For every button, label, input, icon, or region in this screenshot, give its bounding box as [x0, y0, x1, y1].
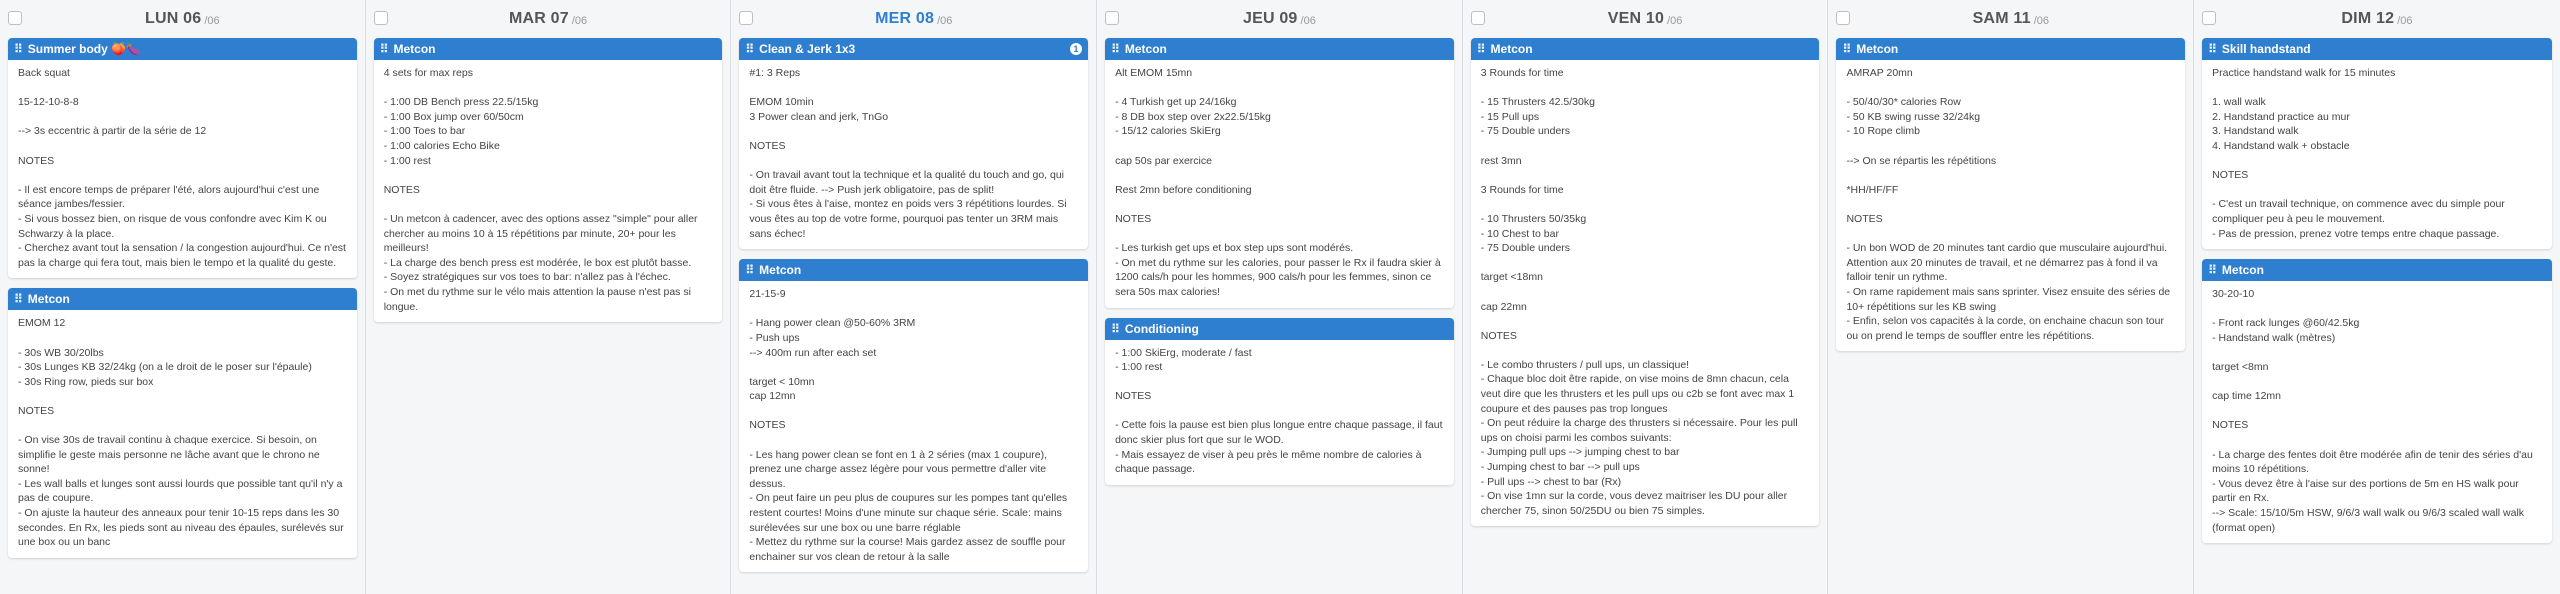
description-line — [1846, 81, 2175, 96]
workout-title: Summer body 🍑🍆 — [27, 42, 142, 56]
description-line: 3. Handstand walk — [2212, 125, 2299, 138]
workout-card[interactable] — [8, 288, 357, 558]
description-line: - 75 Double unders — [1480, 125, 1571, 138]
description-line: - Si vous êtes à l'aise, montez en poids vers 3 répétitions lourdes. Si vous êtes au top de votre forme, pourquoi pas tenter un 3RM mais sans échec! — [749, 198, 1067, 240]
day-month: /06 — [1667, 14, 1683, 27]
day-name: MAR 07 — [508, 10, 569, 27]
drag-handle-icon[interactable]: ⠿ — [2208, 263, 2216, 278]
description-line: cap time 12mn — [2212, 390, 2281, 403]
workout-description — [374, 60, 723, 322]
day-month: /06 — [2033, 14, 2049, 27]
day-header — [1836, 0, 2185, 38]
day-column — [0, 0, 366, 594]
workout-card[interactable] — [739, 38, 1088, 249]
drag-handle-icon[interactable]: ⠿ — [14, 292, 22, 307]
workout-description — [739, 60, 1088, 249]
description-line: Rest 2mn before conditioning — [1115, 183, 1252, 196]
day-name: VEN 10 — [1607, 10, 1665, 27]
description-line — [1115, 139, 1444, 154]
description-line — [1846, 197, 2175, 212]
description-line: Back squat — [18, 67, 70, 79]
description-line: - Le combo thrusters / pull ups, un classique! — [1480, 358, 1690, 371]
description-line: NOTES — [749, 139, 786, 152]
workout-card[interactable] — [374, 38, 723, 322]
description-line: #1: 3 Reps — [749, 67, 801, 79]
description-line: EMOM 12 — [18, 317, 66, 330]
workout-card-header[interactable] — [1105, 318, 1454, 340]
description-line: Alt EMOM 15mn — [1115, 67, 1193, 79]
description-line: - 10 Chest to bar — [1480, 227, 1559, 240]
description-line: 15-12-10-8-8 — [18, 96, 79, 109]
workout-description — [8, 60, 357, 278]
description-line: - Cette fois la pause est bien plus longue entre chaque passage, il faut donc skier plus fort que sur le WOD. — [1115, 419, 1443, 447]
description-line: cap 22mn — [1480, 300, 1527, 313]
workout-card[interactable] — [1836, 38, 2185, 351]
description-line — [749, 360, 1078, 375]
description-line: - On ajuste la hauteur des anneaux pour tenir 10-15 reps dans les 30 secondes. En Rx, les pieds sont au niveau des épaules, surélevés sur une box ou un banc — [18, 507, 344, 549]
description-line: target < 10mn — [749, 375, 815, 388]
description-line — [1846, 139, 2175, 154]
day-header — [8, 0, 357, 38]
description-line: NOTES — [1115, 212, 1152, 225]
day-header — [2202, 0, 2552, 38]
workout-card-header[interactable] — [1105, 38, 1454, 60]
description-line: - 1:00 rest — [383, 154, 431, 167]
description-line: cap 12mn — [749, 390, 796, 403]
workout-card[interactable] — [8, 38, 357, 278]
description-line: - Pas de pression, prenez votre temps entre chaque passage. — [2212, 227, 2500, 240]
description-line — [749, 404, 1078, 419]
workout-card[interactable] — [739, 259, 1088, 572]
description-line — [1481, 139, 1810, 154]
description-line: - La charge des fentes doit être modérée afin de tenir des séries d'au moins 10 répétitions. — [2212, 448, 2533, 476]
description-line — [1481, 256, 1810, 271]
description-line — [1481, 168, 1810, 183]
workout-description — [2202, 60, 2552, 249]
day-name: MER 08 — [875, 10, 935, 27]
description-line: NOTES — [1115, 390, 1152, 403]
description-line: --> 400m run after each set — [749, 346, 877, 359]
description-line — [2212, 404, 2542, 419]
description-line: - On met du rythme sur les calories, pour passer le Rx il faudra skier à 1200 cals/h pour les hommes, 900 cals/h pour les femmes, sinon ce sera 50s max calories! — [1115, 256, 1441, 298]
description-line — [749, 433, 1078, 448]
workout-description — [1105, 60, 1454, 308]
description-line: - Pull ups --> chest to bar (Rx) — [1480, 475, 1622, 488]
description-line — [1846, 168, 2175, 183]
day-select-checkbox[interactable] — [2202, 11, 2216, 25]
description-line: - 4 Turkish get up 24/16kg — [1115, 96, 1237, 109]
day-column — [1463, 0, 1829, 594]
day-name: LUN 06 — [145, 10, 202, 27]
description-line — [1481, 197, 1810, 212]
day-select-checkbox[interactable] — [8, 11, 22, 25]
description-line: - On vise 1mn sur la corde, vous devez maitriser les DU pour aller chercher 75, sinon 50/25DU ou bien 75 simples. — [1480, 490, 1788, 517]
day-name: SAM 11 — [1972, 10, 2031, 27]
workout-card-header[interactable] — [8, 38, 357, 60]
description-line: - 30s Lunges KB 32/24kg (on a le droit de le poser sur l'épaule) — [18, 361, 312, 374]
description-line: --> On se répartis les répétitions — [1846, 154, 1997, 167]
day-month: /06 — [204, 14, 220, 27]
workout-card-header[interactable] — [8, 288, 357, 310]
description-line: 4 sets for max reps — [383, 67, 473, 79]
description-line: - On vise 30s de travail continu à chaque exercice. Si besoin, on simplifie le geste mais personne ne lâche avant que le chrono ne sonne! — [18, 434, 320, 476]
description-line — [18, 331, 347, 346]
description-line: - Un metcon à cadencer, avec des options assez "simple" pour aller chercher au moins 10 à 15 répétitions par minute, 20+ pour les meilleurs! — [383, 212, 698, 255]
day-column — [731, 0, 1097, 594]
description-line: --> Scale: 15/10/5m HSW, 9/6/3 wall walk ou 9/6/3 scaled wall walk (format open) — [2212, 507, 2525, 534]
description-line — [749, 81, 1078, 96]
day-month: /06 — [1300, 14, 1316, 27]
description-line: - 15 Pull ups — [1480, 110, 1540, 123]
description-line: - Enfin, selon vos capacités à la corde, on enchaine chacun son tour ou on prend le temps de souffler entre les répétitions. — [1846, 315, 2164, 342]
day-column — [366, 0, 732, 594]
day-select-checkbox[interactable] — [1471, 11, 1485, 25]
day-column — [2194, 0, 2560, 594]
drag-handle-icon[interactable]: ⠿ — [2208, 42, 2216, 56]
description-line — [1115, 375, 1444, 390]
description-line: NOTES — [749, 419, 786, 432]
day-column — [1828, 0, 2194, 594]
description-line: - 1:00 DB Bench press 22.5/15kg — [383, 96, 539, 109]
workout-title: Skill handstand — [2221, 42, 2311, 56]
description-line: - Hang power clean @50-60% 3RM — [749, 317, 916, 330]
description-line: NOTES — [18, 154, 55, 167]
workout-card[interactable] — [1471, 38, 1820, 526]
description-line: 2. Handstand practice au mur — [2212, 110, 2350, 123]
description-line: - Vous devez être à l'aise sur des portions de 5m en HS walk pour partir en Rx. — [2212, 477, 2519, 505]
description-line: - Mais essayez de viser à peu près le même nombre de calories à chaque passage. — [1115, 448, 1422, 476]
description-line — [2212, 81, 2542, 96]
description-line: - 1:00 calories Echo Bike — [383, 139, 500, 152]
workout-card-header[interactable] — [2202, 38, 2552, 60]
description-line: cap 50s par exercice — [1115, 154, 1212, 167]
workout-description — [8, 310, 357, 558]
description-line: - 30s WB 30/20lbs — [18, 346, 104, 359]
description-line: - Push ups — [749, 331, 800, 344]
description-line — [749, 124, 1078, 139]
day-month: /06 — [571, 14, 588, 27]
description-line: - Front rack lunges @60/42.5kg — [2212, 317, 2360, 330]
description-line: - Cherchez avant tout la sensation / la congestion aujourd'hui. Ce n'est pas la charge qui fera tout, mais bien le tempo et la qualité du geste. — [18, 242, 346, 269]
description-line: - 15/12 calories SkiErg — [1115, 125, 1221, 138]
workout-card-header[interactable] — [1836, 38, 2185, 60]
count-badge: 1 — [1070, 43, 1082, 55]
workout-description — [739, 281, 1088, 572]
description-line — [1481, 285, 1810, 300]
description-line: - 8 DB box step over 2x22.5/15kg — [1115, 110, 1271, 123]
description-line: - 1:00 rest — [1115, 361, 1163, 374]
day-month: /06 — [937, 14, 953, 27]
description-line — [18, 81, 347, 96]
description-line — [1481, 343, 1810, 358]
description-line — [18, 168, 347, 183]
workout-description — [2202, 281, 2552, 543]
day-select-checkbox[interactable] — [374, 11, 388, 25]
description-line: NOTES — [2212, 169, 2249, 182]
description-line — [384, 81, 713, 96]
description-line: - Jumping chest to bar --> pull ups — [1480, 461, 1640, 474]
description-line — [18, 389, 347, 404]
drag-handle-icon[interactable]: ⠿ — [745, 42, 754, 56]
description-line: - On travail avant tout la technique et la qualité du touch and go, qui doit être fluide. --> Push jerk obligatoire, pas de split! — [749, 169, 1065, 196]
description-line: - C'est un travail technique, on commence avec du simple pour compliquer peu à peu le mouvement. — [2212, 198, 2505, 225]
description-line — [2212, 346, 2542, 361]
day-name: JEU 09 — [1242, 10, 1298, 27]
description-line: - On met du rythme sur le vélo mais attention la pause n'est pas si longue. — [383, 285, 691, 313]
description-line: - On peut faire un peu plus de coupures sur les pompes tant qu'elles restent courtes! Moins d'une minute sur chaque série. Scale: mains surélevées sur une box ou une barre réglable — [749, 492, 1068, 534]
workout-card-header[interactable] — [2202, 259, 2552, 281]
workout-card[interactable] — [2202, 38, 2552, 249]
description-line: - Un bon WOD de 20 minutes tant cardio que musculaire aujourd'hui. Attention aux 20 minutes de travail, et ne démarrez pas à fond il va falloir tenir un rythme. — [1846, 242, 2168, 284]
description-line: - Les hang power clean se font en 1 à 2 séries (max 1 coupure), prenez une charge assez légère pour vous permettre d'aller vite dessus. — [749, 448, 1048, 490]
description-line — [1846, 227, 2175, 242]
description-line: - 30s Ring row, pieds sur box — [18, 375, 154, 388]
description-line: target <18mn — [1480, 271, 1543, 284]
description-line: 21-15-9 — [749, 288, 786, 301]
workout-card-header[interactable] — [374, 38, 723, 60]
description-line: NOTES — [2212, 419, 2249, 432]
description-line: EMOM 10min — [749, 96, 814, 109]
day-month: /06 — [2397, 14, 2413, 27]
description-line: *HH/HF/FF — [1846, 183, 1899, 196]
description-line: - Handstand walk (mètres) — [2212, 331, 2336, 344]
description-line: - Jumping pull ups --> jumping chest to bar — [1480, 446, 1680, 459]
description-line: rest 3mn — [1480, 154, 1522, 167]
workout-description — [1105, 340, 1454, 485]
description-line — [1481, 314, 1810, 329]
description-line — [749, 154, 1078, 169]
description-line: NOTES — [1480, 329, 1517, 342]
drag-handle-icon[interactable]: ⠿ — [1111, 321, 1119, 336]
description-line: - Mettez du rythme sur la course! Mais gardez assez de souffle pour enchainer sur vos clean de retour à la salle — [749, 536, 1066, 563]
description-line: NOTES — [18, 404, 55, 417]
description-line — [2212, 375, 2542, 390]
description-line: - 50 KB swing russe 32/24kg — [1846, 110, 1981, 123]
description-line: - Il est encore temps de préparer l'été, alors aujourd'hui c'est une séance jambes/fessier. — [18, 183, 320, 211]
description-line — [749, 302, 1078, 317]
day-name: DIM 12 — [2341, 10, 2395, 27]
description-line: target <8mn — [2212, 361, 2269, 374]
workout-title: Metcon — [27, 292, 70, 307]
description-line — [18, 139, 347, 154]
description-line: - On rame rapidement mais sans sprinter. Visez ensuite des séries de 10+ répétitions sur les KB swing — [1846, 285, 2171, 313]
workout-title: Metcon — [759, 263, 802, 278]
description-line: 1. wall walk — [2212, 96, 2266, 109]
description-line: - 10 Thrusters 50/35kg — [1480, 212, 1587, 225]
description-line — [2212, 154, 2542, 169]
description-line — [384, 168, 713, 183]
day-header — [374, 0, 723, 38]
workout-title: Metcon — [393, 42, 436, 56]
description-line: - On peut réduire la charge des thrusters si nécessaire. Pour les pull ups on choisi parmi les combos suivants: — [1480, 417, 1798, 444]
description-line: - Chaque bloc doit être rapide, on vise moins de 8mn chacun, cela veut dire que les thrusters et les pull ups ou c2b se font avec max 1 coupure et des pauses pas trop longues — [1480, 373, 1795, 415]
day-select-checkbox[interactable] — [1105, 11, 1119, 25]
description-line: - La charge des bench press est modérée, le box est plutôt basse. — [383, 256, 692, 269]
description-line — [1115, 81, 1444, 96]
description-line — [2212, 433, 2542, 448]
description-line: - 1:00 SkiErg, moderate / fast — [1115, 346, 1252, 359]
day-header — [739, 0, 1088, 38]
drag-handle-icon[interactable]: ⠿ — [14, 42, 22, 56]
description-line — [1115, 168, 1444, 183]
workout-title: Metcon — [2221, 263, 2264, 278]
description-line — [1115, 227, 1444, 242]
description-line: --> 3s eccentric à partir de la série de 12 — [18, 125, 207, 138]
description-line: AMRAP 20mn — [1846, 67, 1913, 79]
workout-card-header[interactable] — [739, 259, 1088, 281]
description-line — [1115, 404, 1444, 419]
description-line — [2212, 183, 2542, 198]
description-line: - 15 Thrusters 42.5/30kg — [1480, 96, 1595, 109]
workout-title: Metcon — [1124, 42, 1167, 56]
workout-description — [1836, 60, 2185, 351]
description-line: - Les turkish get ups et box step ups sont modérés. — [1115, 242, 1354, 255]
description-line: 3 Rounds for time — [1480, 67, 1564, 79]
description-line — [1115, 197, 1444, 212]
workout-card-header[interactable] — [1471, 38, 1820, 60]
workout-title: Clean & Jerk 1x3 — [759, 42, 856, 56]
drag-handle-icon[interactable]: ⠿ — [379, 42, 388, 56]
drag-handle-icon[interactable]: ⠿ — [1111, 42, 1119, 56]
description-line: 3 Power clean and jerk, TnGo — [749, 110, 889, 123]
workout-title: Metcon — [1490, 42, 1533, 56]
description-line — [1481, 81, 1810, 96]
description-line — [2212, 302, 2542, 317]
description-line: - Si vous bossez bien, on risque de vous confondre avec Kim K ou Schwarzy à la place. — [18, 212, 327, 240]
description-line: 30-20-10 — [2212, 288, 2255, 301]
description-line: - 50/40/30* calories Row — [1846, 96, 1961, 109]
day-select-checkbox[interactable] — [739, 11, 753, 25]
day-header — [1471, 0, 1820, 38]
workout-card[interactable] — [1105, 318, 1454, 485]
description-line: - 1:00 Box jump over 60/50cm — [383, 110, 524, 123]
description-line: - 1:00 Toes to bar — [383, 125, 466, 138]
day-column — [1097, 0, 1463, 594]
day-select-checkbox[interactable] — [1836, 11, 1850, 25]
description-line: NOTES — [383, 183, 420, 196]
workout-card[interactable] — [2202, 259, 2552, 543]
workout-title: Conditioning — [1124, 321, 1199, 336]
description-line: - Soyez stratégiques sur vos toes to bar: n'allez pas à l'échec. — [383, 271, 671, 284]
description-line — [384, 197, 713, 212]
description-line: Practice handstand walk for 15 minutes — [2212, 67, 2396, 79]
description-line: - Les wall balls et lunges sont aussi lourds que possible tant qu'il n'y a pas de coupure. — [18, 477, 343, 505]
workout-card-header[interactable] — [739, 38, 1088, 60]
workout-description — [1471, 60, 1820, 526]
drag-handle-icon[interactable]: ⠿ — [1476, 42, 1485, 56]
description-line: - 10 Rope climb — [1846, 125, 1920, 138]
workout-card[interactable] — [1105, 38, 1454, 308]
description-line — [18, 110, 347, 125]
description-line: - 75 Double unders — [1480, 242, 1571, 255]
description-line: 3 Rounds for time — [1480, 183, 1564, 196]
description-line — [18, 418, 347, 433]
description-line: 4. Handstand walk + obstacle — [2212, 139, 2350, 152]
workout-title: Metcon — [1856, 42, 1899, 56]
drag-handle-icon[interactable]: ⠿ — [1842, 42, 1851, 56]
description-line: NOTES — [1846, 212, 1883, 225]
drag-handle-icon[interactable]: ⠿ — [745, 263, 754, 278]
day-header — [1105, 0, 1454, 38]
